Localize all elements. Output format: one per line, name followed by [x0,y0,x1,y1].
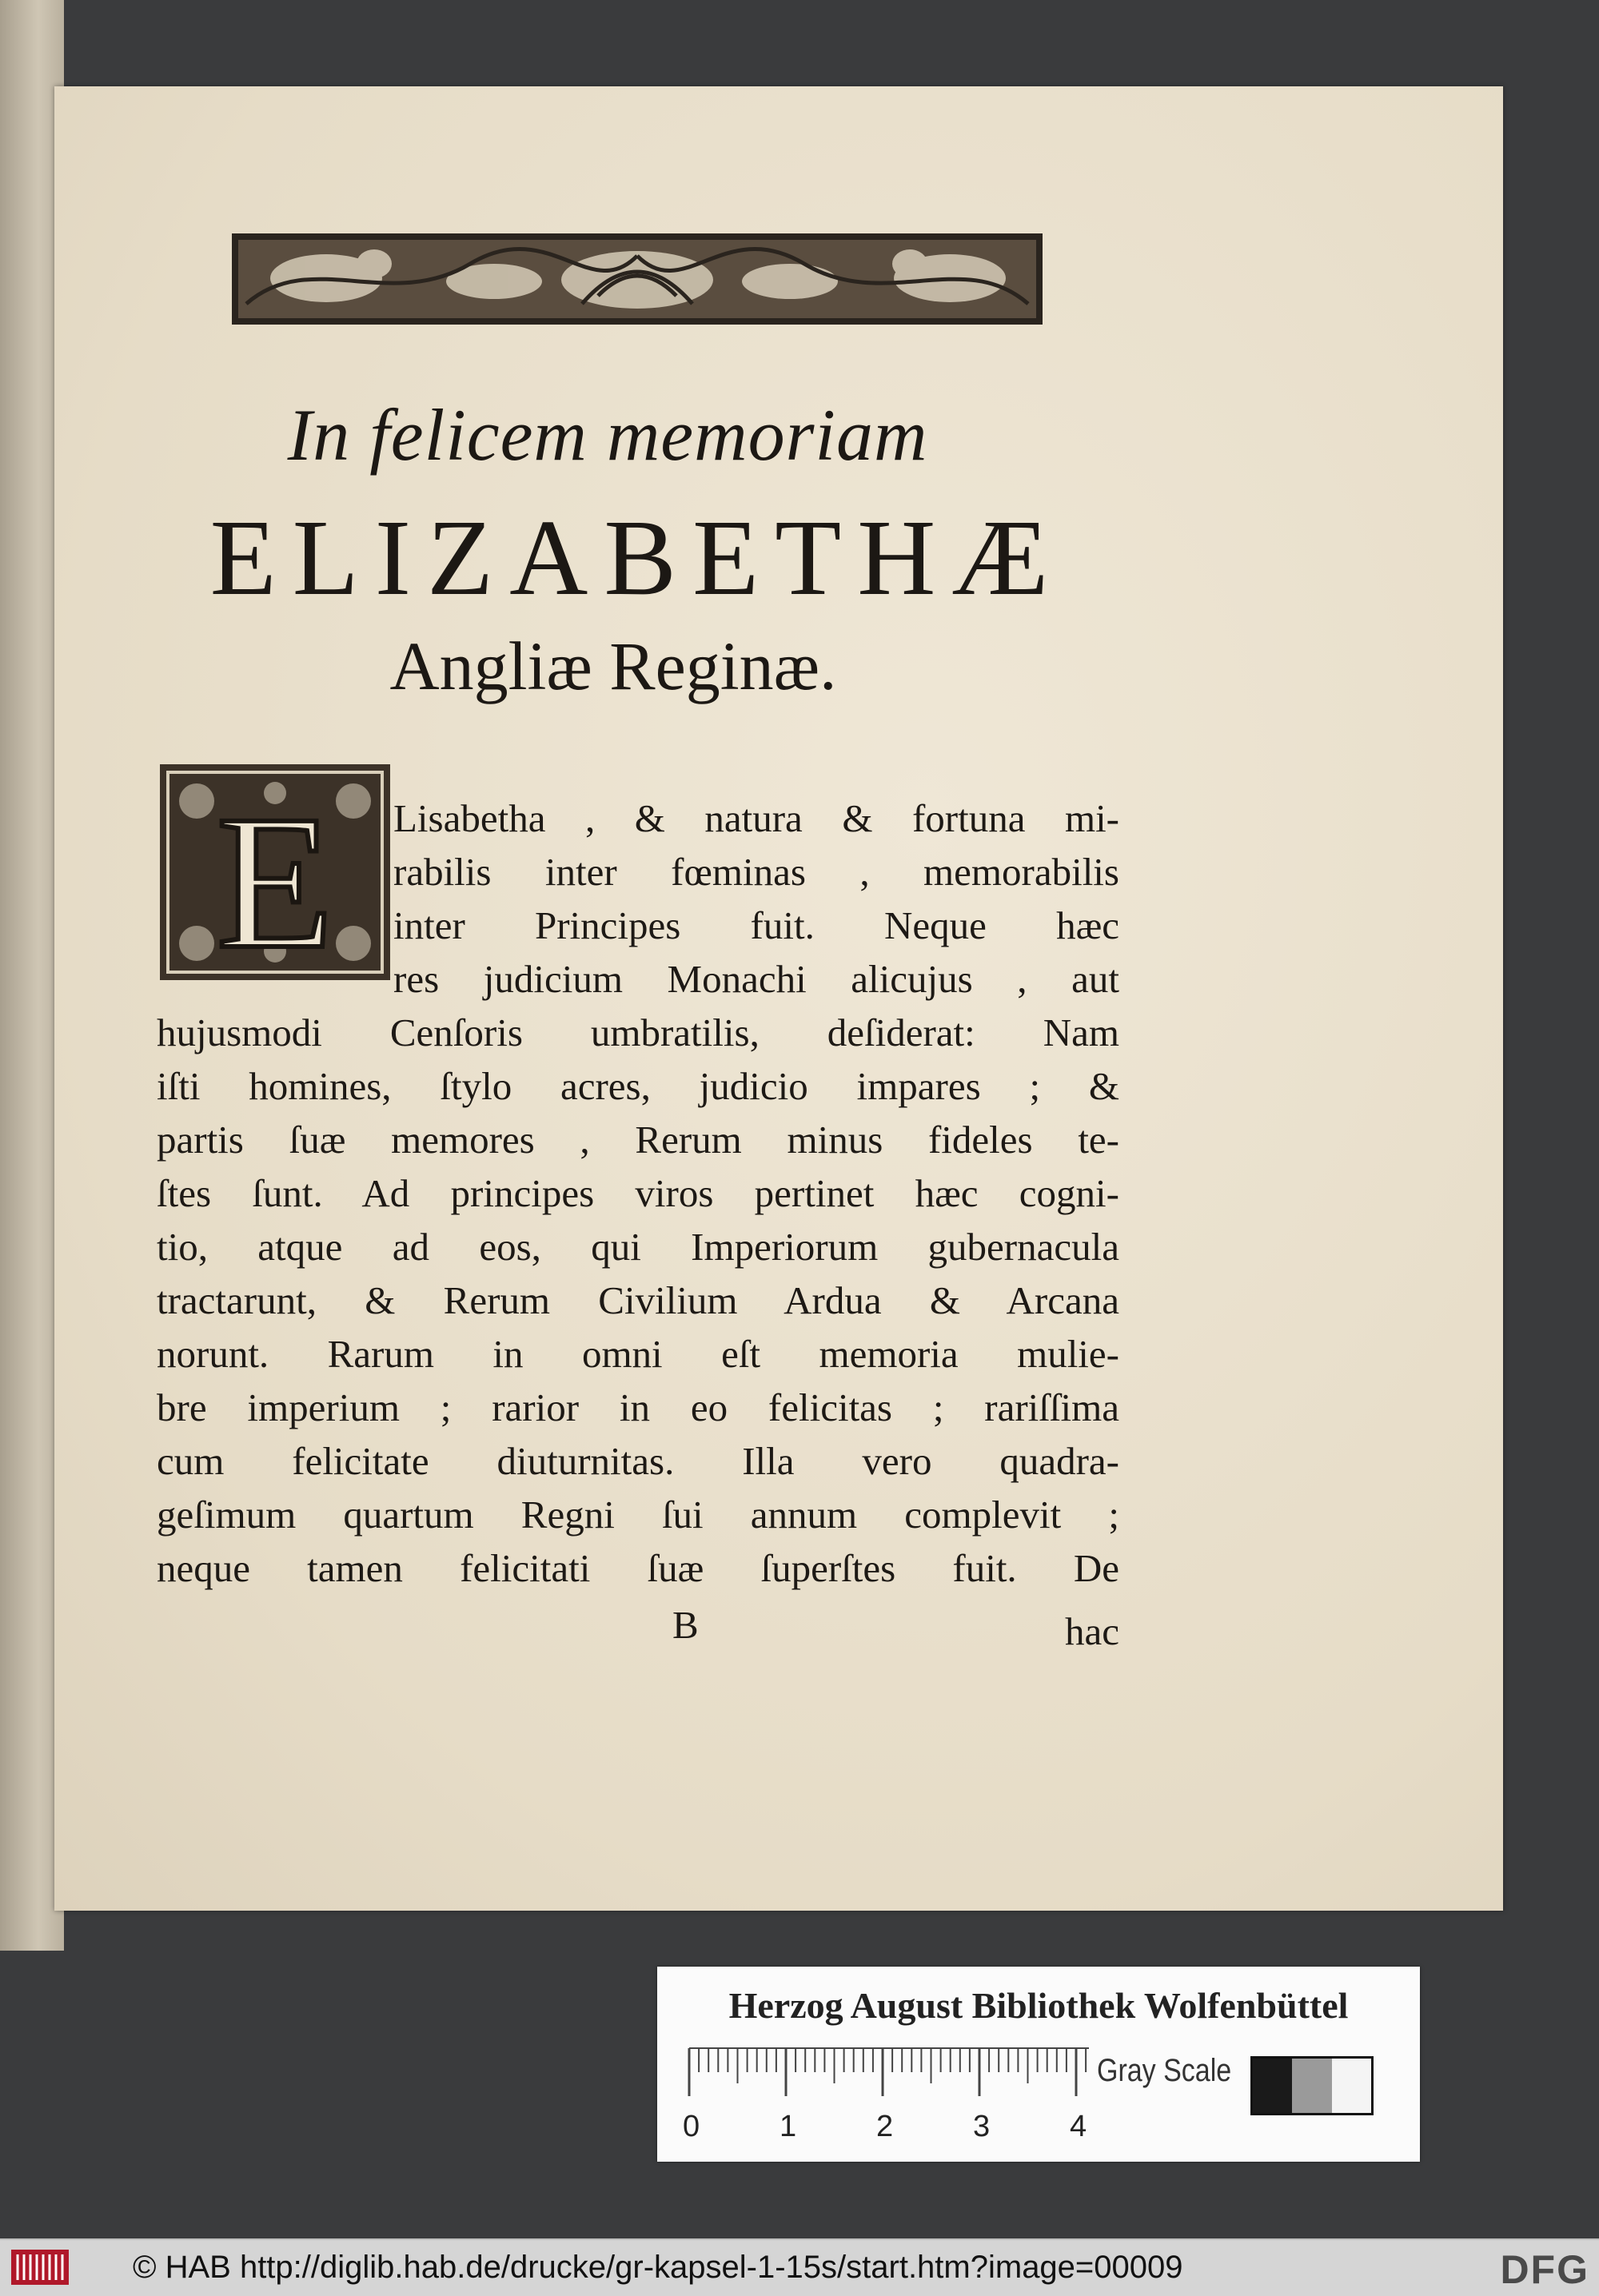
text-line: Lisabetha , & natura & fortuna mi- [393,796,1119,840]
text-line: tio, atque ad eos, qui Imperiorum gubernacula [157,1225,1119,1269]
title-line-3: Angliæ Reginæ. [389,628,837,704]
ruler-number: 2 [876,2110,894,2143]
title-line-2: ELIZABETHÆ [209,498,1065,618]
gray-swatch-light [1332,2059,1371,2113]
text-line: ſtes ſunt. Ad principes viros pertinet hæc cogni- [157,1171,1119,1215]
gray-scale-label: Gray Scale [1097,2053,1232,2088]
text-line: inter Principes fuit. Neque hæc [393,903,1119,947]
gray-scale-swatch [1250,2056,1374,2115]
ruler-number: 0 [683,2110,700,2143]
gray-swatch-mid [1292,2059,1331,2113]
ruler-number: 3 [973,2110,991,2143]
page-footer-marks [157,1602,1119,1653]
text-line: tractarunt, & Rerum Civilium Ardua & Arcana [157,1278,1119,1322]
hab-logo-icon [11,2250,69,2285]
footer-bar [0,2238,1599,2296]
text-line: bre imperium ; rarior in eo felicitas ; rariſſima [157,1385,1119,1429]
text-line: cum felicitate diuturnitas. Illa vero quadra- [157,1439,1119,1483]
footer-url-link[interactable]: © HAB http://diglib.hab.de/drucke/gr-kapsel-1-15s/start.htm?image=00009 [133,2250,1183,2285]
text-line: norunt. Rarum in omni eſt memoria mulie- [157,1332,1119,1376]
ruler [681,2047,1097,2151]
text-line: geſimum quartum Regni ſui annum complevit ; [157,1493,1119,1537]
text-line: partis ſuæ memores , Rerum minus fideles te- [157,1118,1119,1162]
ruler-number: 1 [780,2110,797,2143]
body-text [157,791,1119,1595]
dfg-logo: DFG [1500,2247,1589,2292]
text-line: iſti homines, ſtylo acres, judicio impares ; & [157,1064,1119,1108]
text-line: hujusmodi Cenſoris umbratilis, deſiderat: Nam [157,1010,1119,1054]
text-line: res judicium Monachi alicujus , aut [393,957,1119,1001]
catchword: hac [1065,1609,1119,1653]
ornamental-headpiece-icon [230,232,1044,326]
initial-letter: E [216,775,334,983]
library-color-card [657,1967,1420,2162]
library-name: Herzog August Bibliothek Wolfenbüttel [728,1985,1349,2026]
signature-mark: B [672,1603,699,1647]
text-line: neque tamen felicitati ſuæ ſuperſtes fuit. De [157,1546,1119,1590]
title-line-1: In felicem memoriam [287,394,928,476]
text-line: rabilis inter fœminas , memorabilis [393,850,1119,894]
ruler-number: 4 [1070,2110,1087,2143]
gray-swatch-dark [1253,2059,1292,2113]
